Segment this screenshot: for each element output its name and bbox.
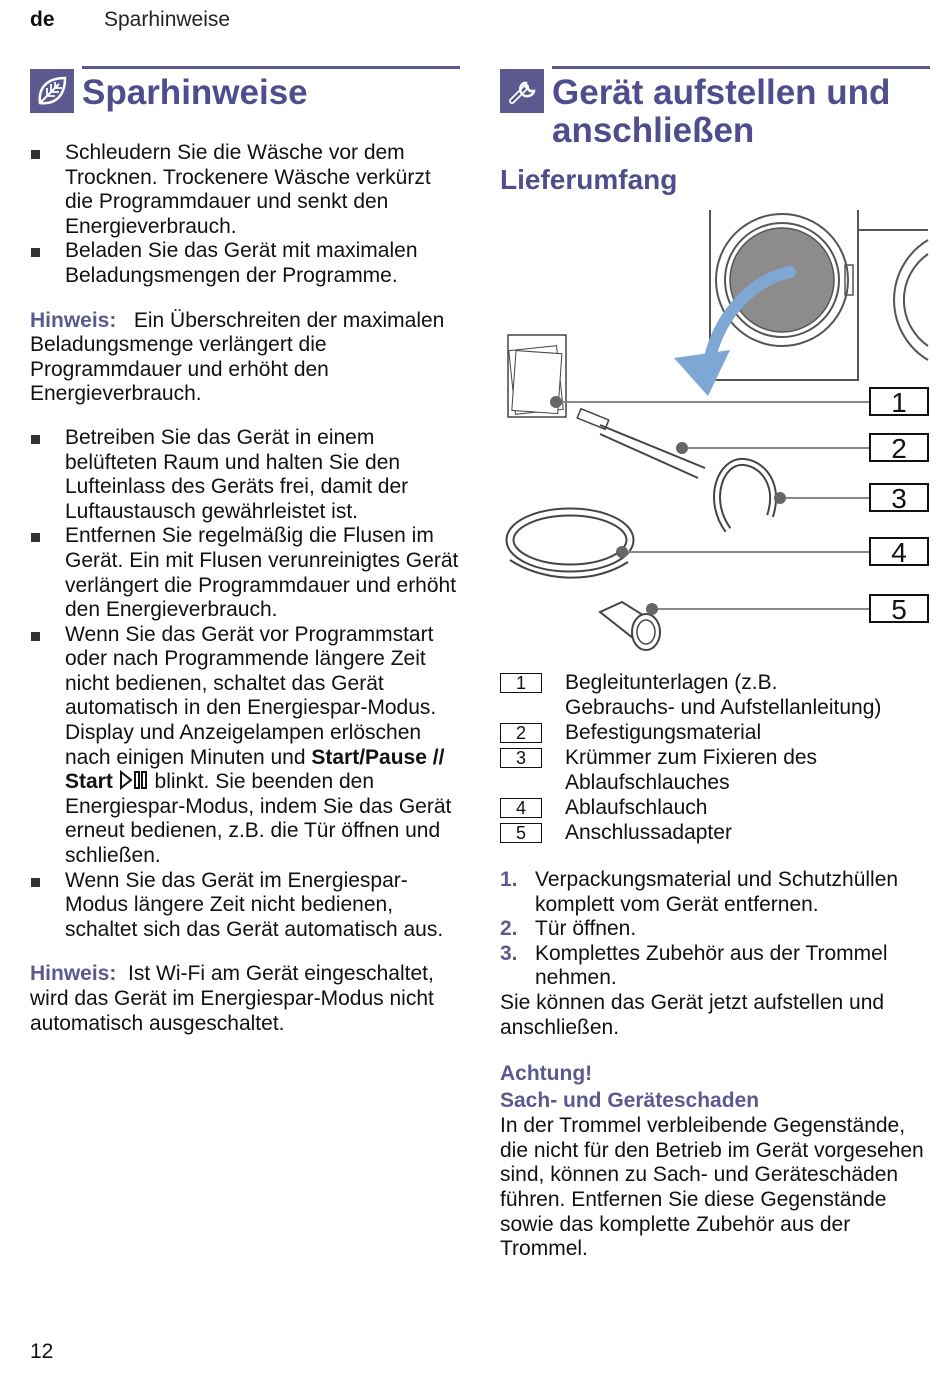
legend-text: Ablaufschlauches	[565, 771, 730, 794]
title-line: Gerät aufstellen und	[552, 73, 891, 112]
open-door-inner	[904, 254, 928, 346]
step-item	[500, 868, 930, 917]
list-item: Wenn Sie das Gerät im Energiespar-Modus längere Zeit nicht bedienen, schaltet sich das Gerät automatisch aus.	[30, 869, 460, 943]
legend-text: Begleitunterlagen (z.B.	[565, 671, 778, 694]
start-pause-label: Start/Pause // Start	[65, 745, 445, 794]
note-paragraph	[30, 309, 460, 407]
step-number: 3.	[500, 941, 518, 965]
bullet-list	[30, 426, 460, 942]
step-text: Verpackungsmaterial und Schutzhüllen komplett vom Gerät entfernen.	[535, 868, 899, 916]
step-result: Sie können das Gerät jetzt aufstellen und anschließen.	[500, 990, 885, 1039]
legend-item	[500, 820, 930, 845]
wrench-icon	[500, 69, 544, 113]
running-header: Sparhinweise	[104, 8, 231, 31]
legend-text: Gebrauchs- und Aufstellanleitung)	[565, 696, 882, 719]
bullet-list	[30, 141, 460, 289]
note-text: Ist Wi-Fi am Gerät eingeschaltet, wird das Gerät im Energiespar-Modus nicht automatisch ausgeschaltet.	[30, 962, 434, 1035]
step-number: 1.	[500, 868, 518, 891]
list-item: Beladen Sie das Gerät mit maximalen Beladungsmengen der Programme.	[30, 239, 460, 288]
list-item-energy-saving	[30, 623, 460, 869]
warning-title: Achtung!	[500, 1062, 593, 1086]
legend-number: 3	[500, 748, 542, 768]
figure-legend	[500, 670, 930, 845]
list-item-text: blinkt. Sie beenden den Energiespar-Modus, indem Sie das Gerät erneut bedienen, z.B. die Tür öffnen und schließen.	[65, 770, 452, 868]
step-text: Komplettes Zubehör aus der Trommel nehmen.	[535, 941, 888, 990]
list-item-text: Wenn Sie das Gerät vor Programmstart oder nach Programmende längere Zeit nicht bedienen, schaltet das Gerät automatisch in den Energiespar-Modus. Display und Anzeigelampen erlöschen nach einigen Minuten und	[65, 622, 437, 769]
section-title-aufstellen	[552, 74, 890, 150]
legend-number: 2	[500, 723, 542, 743]
note-paragraph	[30, 962, 460, 1036]
section-header	[30, 66, 460, 113]
figure-label: 3	[891, 483, 907, 514]
section-title-sparhinweise: Sparhinweise	[82, 73, 308, 112]
step-list	[500, 868, 930, 1040]
legend-text: Anschlussadapter	[565, 821, 732, 844]
note-label: Hinweis:	[30, 308, 117, 332]
list-item: Schleudern Sie die Wäsche vor dem Trocknen. Trockenere Wäsche verkürzt die Programmdauer und senkt den Energieverbrauch.	[30, 141, 460, 239]
legend-text: Befestigungsmaterial	[565, 721, 762, 744]
legend-number: 1	[500, 673, 542, 693]
delivery-contents-figure	[500, 210, 930, 660]
legend-item	[500, 745, 930, 795]
legend-item	[500, 720, 930, 745]
subsection-title-lieferumfang: Lieferumfang	[500, 164, 678, 195]
figure-label: 5	[891, 594, 907, 625]
section-header	[500, 66, 930, 150]
start-pause-icon	[119, 770, 149, 793]
legend-item	[500, 670, 930, 720]
right-column	[500, 66, 930, 1262]
step-number: 2.	[500, 917, 518, 941]
leaf-icon	[30, 69, 74, 113]
legend-text: Krümmer zum Fixieren des	[565, 746, 818, 769]
figure-label: 2	[891, 433, 907, 464]
legend-item	[500, 795, 930, 820]
step-text: Tür öffnen.	[535, 917, 637, 941]
note-label: Hinweis:	[30, 962, 117, 986]
list-item: Betreiben Sie das Gerät in einem belüfteten Raum und halten Sie den Lufteinlass des Geräts frei, damit der Luftaustausch gewährleistet ist.	[30, 426, 460, 524]
page-number: 12	[30, 1340, 54, 1363]
left-column	[30, 66, 460, 1036]
language-code: de	[30, 8, 55, 31]
warning-box	[500, 1060, 930, 1262]
step-item	[500, 917, 930, 942]
warning-text: In der Trommel verbleibende Gegenstände, die nicht für den Betrieb im Gerät vorgesehen sind, können zu Sach- und Geräteschäden führen. Entfernen Sie diese Gegenstände sowie das komplette Zubehör aus der Trommel.	[500, 1114, 924, 1261]
figure-label: 4	[891, 537, 907, 568]
title-line: anschließen	[552, 111, 755, 150]
legend-number: 5	[500, 823, 542, 843]
list-item: Entfernen Sie regelmäßig die Flusen im Gerät. Ein mit Flusen verunreinigtes Gerät verlängert die Programmdauer und erhöht den Energieverbrauch.	[30, 524, 460, 622]
note-text: Ein Überschreiten der maximalen Beladungsmenge verlängert die Programmdauer und erhöht den Energieverbrauch.	[30, 308, 445, 406]
warning-subtitle: Sach- und Geräteschaden	[500, 1089, 760, 1113]
legend-number: 4	[500, 798, 542, 818]
step-item	[500, 942, 930, 991]
legend-text: Ablaufschlauch	[565, 796, 708, 819]
figure-label: 1	[891, 387, 907, 418]
arrow-head	[674, 350, 730, 396]
